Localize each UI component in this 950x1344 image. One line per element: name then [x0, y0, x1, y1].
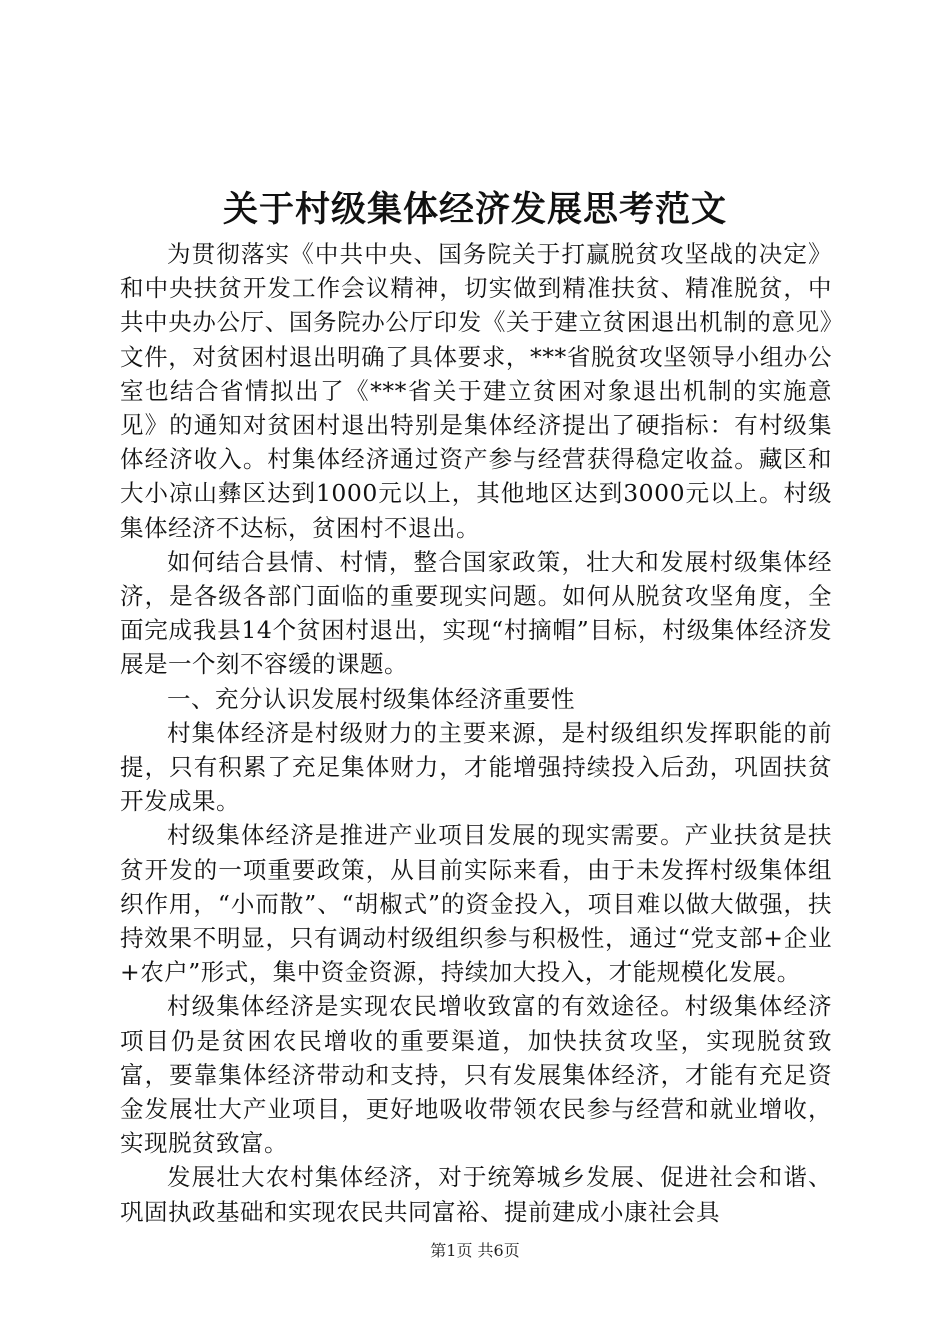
paragraph-industry-projects: 村级集体经济是推进产业项目发展的现实需要。产业扶贫是扶贫开发的一项重要政策，从目前实际来看，由于未发挥村级集体组织作用，“小而散”、“胡椒式”的资金投入，项目难以做大做强，扶持效果不明显，只有调动村级组织参与积极性，通过“党支部+企业+农户”形式，集中资金资源，持续加大投入，才能规模化发展。 [120, 821, 832, 987]
paragraph-development: 发展壮大农村集体经济，对于统筹城乡发展、促进社会和谐、巩固执政基础和实现农民共同富裕、提前建成小康社会具 [120, 1163, 832, 1226]
paragraph-farmer-income: 村级集体经济是实现农民增收致富的有效途径。村级集体经济项目仍是贫困农民增收的重要渠道，加快扶贫攻坚，实现脱贫致富，要靠集体经济带动和支持，只有发展集体经济，才能有充足资金发展壮大产业项目，更好地吸收带领农民参与经营和就业增收，实现脱贫致富。 [120, 992, 832, 1158]
paragraph-question: 如何结合县情、村情，整合国家政策，壮大和发展村级集体经济，是各级各部门面临的重要现实问题。如何从脱贫攻坚角度，全面完成我县14个贫困村退出，实现“村摘帽”目标，村级集体经济发展是一个刻不容缓的课题。 [120, 547, 832, 679]
document-body [120, 237, 832, 1229]
paragraph-intro: 为贯彻落实《中共中央、国务院关于打赢脱贫攻坚战的决定》和中央扶贫开发工作会议精神，切实做到精准扶贫、精准脱贫，中共中央办公厅、国务院办公厅印发《关于建立贫困退出机制的意见》文件，对贫困村退出明确了具体要求，***省脱贫攻坚领导小组办公室也结合省情拟出了《***省关于建立贫困对象退出机制的实施意见》的通知对贫困村退出特别是集体经济提出了硬指标：有村级集体经济收入。村集体经济通过资产参与经营获得稳定收益。藏区和大小凉山彝区达到1000元以上，其他地区达到3000元以上。村级集体经济不达标，贫困村不退出。 [120, 240, 832, 542]
document-title: 关于村级集体经济发展思考范文 [222, 189, 727, 230]
paragraph-financial-source: 村集体经济是村级财力的主要来源，是村级组织发挥职能的前提，只有积累了充足集体财力，才能增强持续投入后劲，巩固扶贫开发成果。 [120, 718, 832, 816]
page-footer: 第1页 共6页 [430, 1241, 520, 1260]
section-heading: 一、充分认识发展村级集体经济重要性 [167, 684, 575, 713]
